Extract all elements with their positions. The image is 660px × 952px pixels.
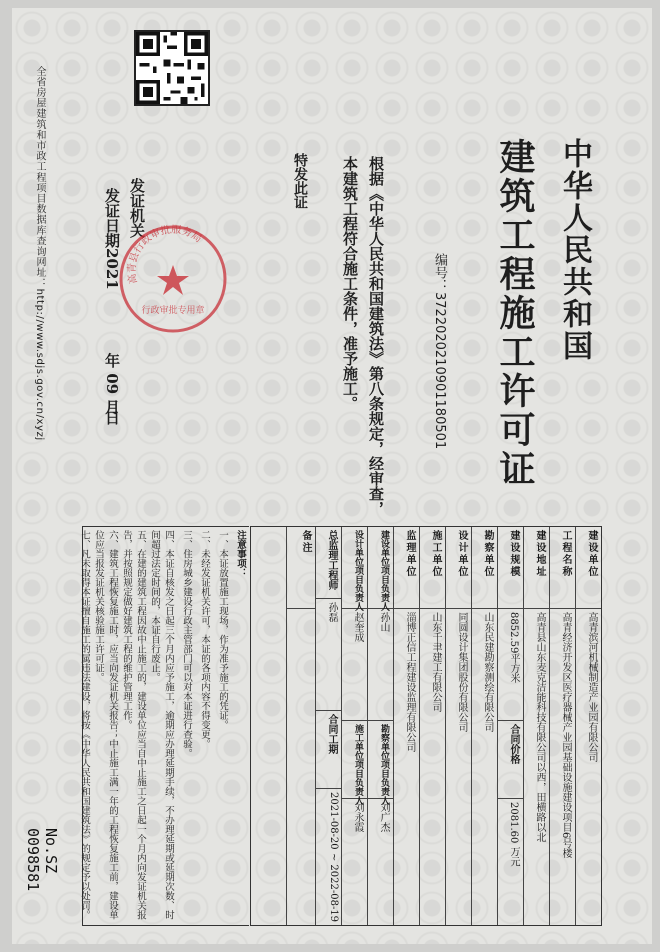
note-item: 三、住房城乡建设行政主管部门可以对本证进行查验。 xyxy=(181,530,192,758)
issue-day: 日 xyxy=(103,410,121,425)
row-owner-survey-pm: 建设单位项目负责人 孙山 勘察单位项目负责人 刘广杰 xyxy=(367,527,393,925)
issue-date-label: 发证日期2021 xyxy=(103,188,121,290)
issuing-authority-label: 发证机关 xyxy=(128,178,146,238)
note-item: 一、本证放置施工现场，作为准予施工的凭证。 xyxy=(217,530,228,730)
row-construction-unit: 建设单位 高青滨河机械制造产业园有限公司 xyxy=(575,527,601,925)
seal-text: 高青县行政审批服务局 xyxy=(126,224,204,285)
row-design-constructor-pm: 设计单位项目负责人 赵奎成 施工单位项目负责人 刘永霞 xyxy=(341,527,367,925)
legal-basis-text: 根据《中华人民共和国建筑法》第八条规定，经审查， xyxy=(367,156,385,516)
note-item: 七、凡未取得本证擅自施工的属违法建设，将按《中华人民共和国建筑法》的规定予以处罚。 xyxy=(79,530,90,920)
certification-text: 特发此证 xyxy=(292,153,308,209)
star-icon xyxy=(157,265,189,295)
row-construction-contractor: 施工单位 山东千聿建工有限公司 xyxy=(419,527,445,925)
official-seal-stamp xyxy=(117,223,229,335)
certificate-serial-number: No.SZ 0098581 xyxy=(24,828,60,892)
note-item: 六、建筑工程恢复施工时，应当向发证机关报告；中止施工满一年的工程恢复施工前，建设单位应当报发证机关核验施工许可证。 xyxy=(93,530,118,920)
notes-title: 注意事项： xyxy=(235,530,246,578)
row-supervisor-period: 总监理工程师 孙磊 合同工期 2021-08-20 ~ 2022-08-19 xyxy=(315,527,341,925)
row-survey-unit: 勘察单位 山东民建勘察测绘有限公司 xyxy=(471,527,497,925)
seal-subtext: 行政审批专用章 xyxy=(141,306,205,316)
row-location: 建设地址 高青县山东麦克洁能科技有限公司以西，田横路以北 xyxy=(523,527,549,925)
permit-certificate xyxy=(12,8,652,944)
notes-section xyxy=(79,526,249,926)
approval-text: 本建筑工程符合施工条件，准予施工。 xyxy=(341,156,359,411)
qr-code xyxy=(134,30,210,106)
permit-number: 编号：3722020210901180501 xyxy=(432,253,447,450)
project-info-table xyxy=(250,526,602,926)
note-item: 五、在建的建筑工程因故中止施工的，建设单位应当自中止施工之日起一个月内向发证机关报告，并按照规定做好建筑工程的维护管理工作。 xyxy=(121,530,146,920)
permit-title: 建筑工程施工许可证 xyxy=(494,138,536,489)
country-heading: 中华人民共和国 xyxy=(557,138,592,362)
row-project-name: 工程名称 高青经济开发区医疗器械产业园基础设施建设项目6号楼 xyxy=(549,527,575,925)
row-design-unit: 设计单位 同圆设计集团股份有限公司 xyxy=(445,527,471,925)
issue-month: 年 09 月 xyxy=(103,353,121,415)
row-supervision-unit: 监理单位 淄博正信工程建设监理有限公司 xyxy=(393,527,419,925)
note-item: 二、未经发证机关许可，本证的各项内容不得变更。 xyxy=(199,530,210,749)
row-scale-price: 建设规模 8852.59平方米 合同价格 2081.60 万元 xyxy=(497,527,523,925)
database-query-url: 全省房屋建筑和市政工程项目数据库查询网址：http://www.sdjs.gov.cn/xyzj xyxy=(34,66,45,441)
note-item: 四、本证自核发之日起三个月内应予施工，逾期应办理延期手续，不办理延期或延期次数、时间超过法定时间的，本证自行废止。 xyxy=(149,530,174,920)
row-remarks: 备注 xyxy=(286,527,315,925)
